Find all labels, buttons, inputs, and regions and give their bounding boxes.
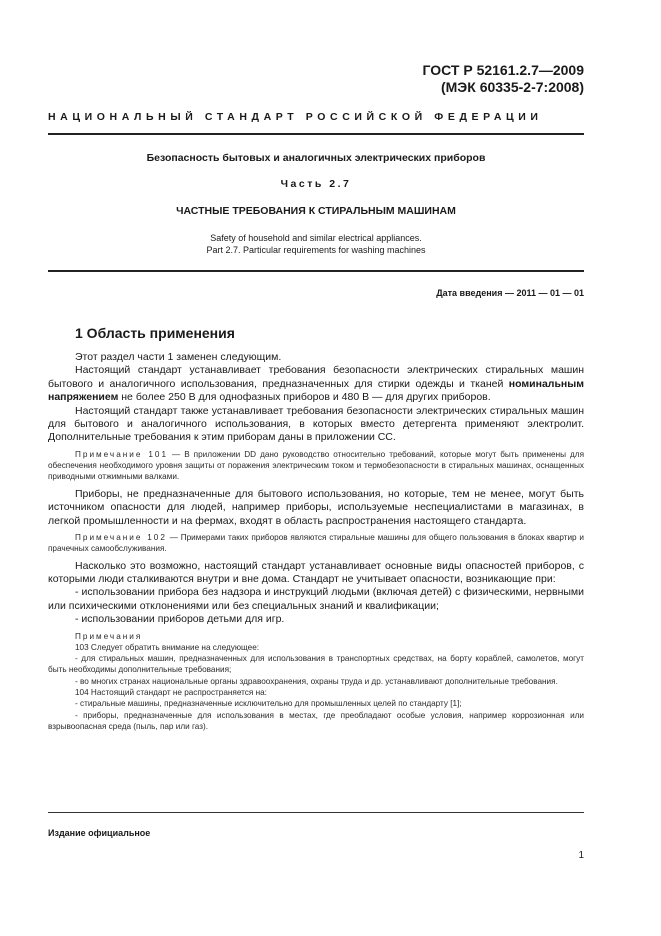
note-101-label: Примечание 101	[75, 449, 169, 459]
paragraph-1: Этот раздел части 1 заменен следующим.	[75, 351, 282, 363]
notes-heading: Примечания	[75, 631, 143, 641]
bottom-divider	[48, 812, 584, 813]
note-102	[48, 532, 584, 555]
list-item: - использовании приборов детьми для игр.	[75, 613, 285, 626]
rated-voltage-term: номинальным напряжением	[48, 377, 584, 404]
note-102-label: Примечание 102	[75, 532, 167, 542]
note-104-item-b: - приборы, предназначенные для использования в местах, где преобладают особые условия, например коррозионная или взрывоопасная среда (пыль, пар или газ).	[48, 710, 584, 731]
paragraph-3: Настоящий стандарт также устанавливает требования безопасности электрических стиральных машин для бытового и аналогичного использования, в которых вместо детергента применяют электролит. Дополнительные требования к этим приборам даны в приложении СС.	[48, 404, 584, 444]
top-divider	[48, 133, 584, 135]
national-standard-heading: НАЦИОНАЛЬНЫЙ СТАНДАРТ РОССИЙСКОЙ ФЕДЕРАЦИИ	[48, 111, 543, 123]
introduction-date: Дата введения — 2011 — 01 — 01	[436, 288, 584, 298]
note-104-item-a: - стиральные машины, предназначенные исключительно для промышленных целей по стандарту [1];	[75, 699, 462, 709]
note-104-heading: 104 Настоящий стандарт не распространяется на:	[75, 688, 267, 698]
english-title-line-1: Safety of household and similar electrical appliances.	[210, 233, 422, 243]
iec-code: (МЭК 60335-2-7:2008)	[440, 79, 584, 95]
paragraph-4: Приборы, не предназначенные для бытового использования, но которые, тем не менее, могут быть источником опасности для людей, например приборы, используемые неспециалистами в магазинах, в легкой промышленности и на фермах, входят в область распространения настоящего стандарта.	[48, 487, 584, 527]
document-title: Безопасность бытовых и аналогичных электрических приборов	[146, 152, 486, 164]
note-103-heading: 103 Следует обратить внимание на следующее:	[75, 642, 260, 652]
paragraph-2	[48, 364, 584, 404]
note-101	[48, 449, 584, 483]
note-103-item-a: - для стиральных машин, предназначенных для использования в транспортных средствах, на борту кораблей, самолетов, могут быть необходимы дополнительные требования;	[48, 654, 584, 675]
middle-divider	[48, 270, 584, 272]
official-edition-label: Издание официальное	[48, 828, 151, 838]
standard-code-block	[423, 62, 585, 96]
paragraph-2-text-b: не более 250 В для однофазных приборов и 480 В — для других приборов.	[118, 391, 491, 404]
note-101-text: — В приложении DD дано руководство относительно требований, которые могут быть применены для обеспечения необходимого уровня защиты от поражения электрическим током и термобезопасности в стиральных машинах, оснащенных приводными отжимными валками.	[48, 449, 584, 482]
section-content	[48, 351, 584, 732]
document-subtitle: ЧАСТНЫЕ ТРЕБОВАНИЯ К СТИРАЛЬНЫМ МАШИНАМ	[176, 205, 456, 217]
list-item: - использовании прибора без надзора и инструкций людьми (включая детей) с физическими, нервными или психическими отклонениями или без специальных знаний и квалификации;	[48, 586, 584, 612]
part-number: Часть 2.7	[280, 178, 352, 190]
gost-code: ГОСТ Р 52161.2.7—2009	[422, 62, 584, 78]
english-title	[48, 232, 584, 256]
english-title-line-2: Part 2.7. Particular requirements for washing machines	[206, 245, 426, 255]
note-102-text: — Примерами таких приборов являются стиральные машины для общего пользования в блоках квартир и прачечных самообслуживания.	[48, 532, 585, 554]
title-block	[48, 151, 584, 256]
section-title: 1 Область применения	[75, 325, 235, 341]
paragraph-2-text-a: Настоящий стандарт устанавливает требования безопасности электрических стиральных машин бытового и аналогичного использования, предназначенных для стирки одежды и тканей	[48, 364, 584, 390]
paragraph-5: Насколько это возможно, настоящий стандарт устанавливает основные виды опасностей приборов, с которыми люди сталкиваются внутри и вне дома. Стандарт не учитывает опасности, возникающие при:	[48, 559, 584, 585]
note-103-item-b: - во многих странах национальные органы здравоохранения, охраны труда и др. устанавливают дополнительные требования.	[75, 676, 558, 686]
page-number: 1	[578, 850, 584, 861]
